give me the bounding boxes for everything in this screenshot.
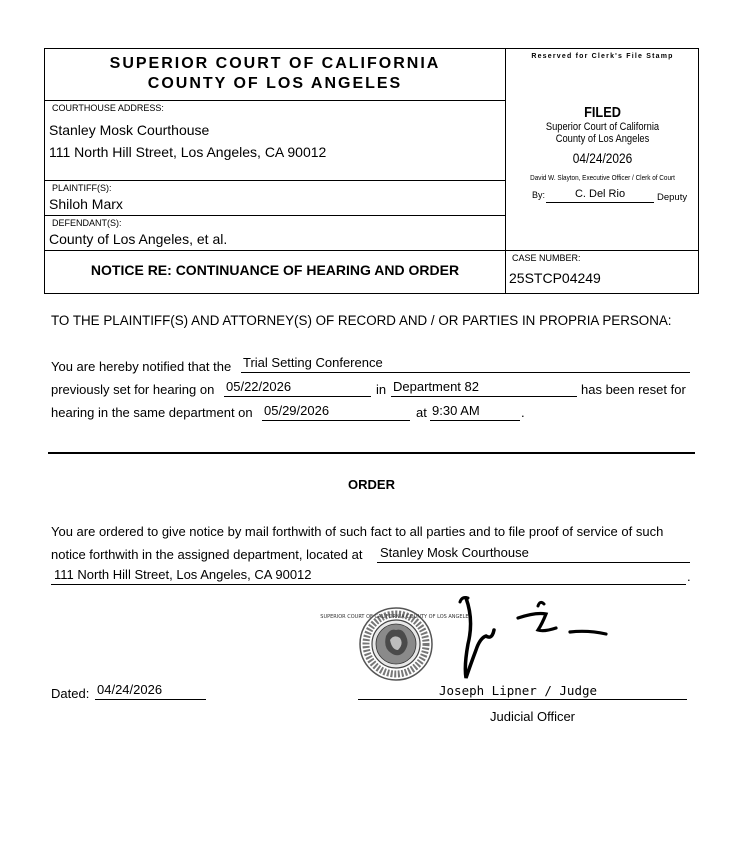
location-address-field bbox=[51, 567, 686, 585]
judge-signature bbox=[452, 592, 612, 684]
dated-date: 04/24/2026 bbox=[97, 682, 163, 697]
reserved-stamp-label: Reserved for Clerk's File Stamp bbox=[531, 53, 674, 60]
filed-by-label: By: bbox=[532, 190, 546, 200]
in-label: in bbox=[376, 382, 387, 397]
filed-officer: David W. Slayton, Executive Officer / Clerk of Court bbox=[530, 173, 675, 182]
rule-below-defendant bbox=[44, 250, 699, 251]
case-number-label: CASE NUMBER: bbox=[512, 253, 581, 263]
reset-label: has been reset for bbox=[581, 382, 686, 397]
time-field bbox=[430, 403, 520, 421]
judge-name: Joseph Lipner / Judge bbox=[439, 683, 598, 698]
courthouse-address: 111 North Hill Street, Los Angeles, CA 90012 bbox=[49, 144, 327, 160]
department-field bbox=[391, 379, 577, 397]
section-divider bbox=[48, 452, 695, 454]
court-seal-icon bbox=[320, 606, 472, 682]
new-date: 05/29/2026 bbox=[264, 403, 330, 418]
courthouse-name: Stanley Mosk Courthouse bbox=[49, 122, 210, 138]
order-title: ORDER bbox=[348, 477, 395, 492]
same-dept-label: hearing in the same department on bbox=[51, 405, 253, 420]
location-name: Stanley Mosk Courthouse bbox=[380, 545, 529, 560]
department: Department 82 bbox=[393, 379, 479, 394]
filed-date: 04/24/2026 bbox=[572, 150, 633, 166]
filed-label: FILED bbox=[584, 104, 621, 121]
order-period: . bbox=[687, 569, 691, 584]
courthouse-label: COURTHOUSE ADDRESS: bbox=[52, 103, 164, 113]
filed-deputy-label: Deputy bbox=[657, 192, 688, 203]
prev-date: 05/22/2026 bbox=[226, 379, 292, 394]
notice-period: . bbox=[521, 405, 525, 420]
seal-text: SUPERIOR COURT OF CALIFORNIA COUNTY OF LOS ANGELES bbox=[320, 614, 472, 620]
hearing-type: Trial Setting Conference bbox=[243, 355, 383, 370]
dated-field bbox=[95, 682, 206, 700]
defendant-name: County of Los Angeles, et al. bbox=[49, 231, 228, 247]
hearing-time: 9:30 AM bbox=[432, 403, 480, 418]
rule-below-courthouse bbox=[44, 180, 506, 181]
rule-below-plaintiff bbox=[44, 215, 506, 216]
order-text-line1: You are ordered to give notice by mail forthwith of such fact to all parties and to file proof of service of such bbox=[51, 524, 664, 539]
rule-below-court bbox=[44, 100, 506, 101]
case-number: 25STCP04249 bbox=[509, 270, 601, 286]
judicial-officer-label: Judicial Officer bbox=[490, 709, 576, 724]
order-text-line2: notice forthwith in the assigned department, located at bbox=[51, 547, 363, 562]
hearing-type-field bbox=[241, 355, 690, 373]
filed-deputy-name: C. Del Rio bbox=[546, 187, 654, 203]
court-title-line1: SUPERIOR COURT OF CALIFORNIA bbox=[109, 55, 441, 72]
notice-intro: You are hereby notified that the bbox=[51, 359, 232, 374]
notice-title: NOTICE RE: CONTINUANCE OF HEARING AND ORDER bbox=[90, 262, 460, 278]
filed-court-line2: County of Los Angeles bbox=[555, 133, 650, 145]
filed-court-line1: Superior Court of California bbox=[545, 121, 660, 133]
prev-set-label: previously set for hearing on bbox=[51, 382, 215, 397]
prev-date-field bbox=[224, 379, 371, 397]
at-label: at bbox=[416, 405, 427, 420]
dated-label: Dated: bbox=[51, 686, 90, 701]
addressee-line: TO THE PLAINTIFF(S) AND ATTORNEY(S) OF RECORD AND / OR PARTIES IN PROPRIA PERSONA: bbox=[51, 313, 672, 328]
location-name-field bbox=[377, 545, 690, 563]
location-address: 111 North Hill Street, Los Angeles, CA 90012 bbox=[54, 567, 312, 582]
filed-stamp bbox=[506, 104, 699, 183]
new-date-field bbox=[262, 403, 410, 421]
defendant-label: DEFENDANT(S): bbox=[52, 218, 122, 228]
court-title-line2: COUNTY OF LOS ANGELES bbox=[147, 75, 403, 92]
court-title bbox=[44, 54, 506, 94]
signature-line bbox=[358, 699, 687, 700]
plaintiff-name: Shiloh Marx bbox=[49, 196, 123, 212]
plaintiff-label: PLAINTIFF(S): bbox=[52, 183, 112, 193]
